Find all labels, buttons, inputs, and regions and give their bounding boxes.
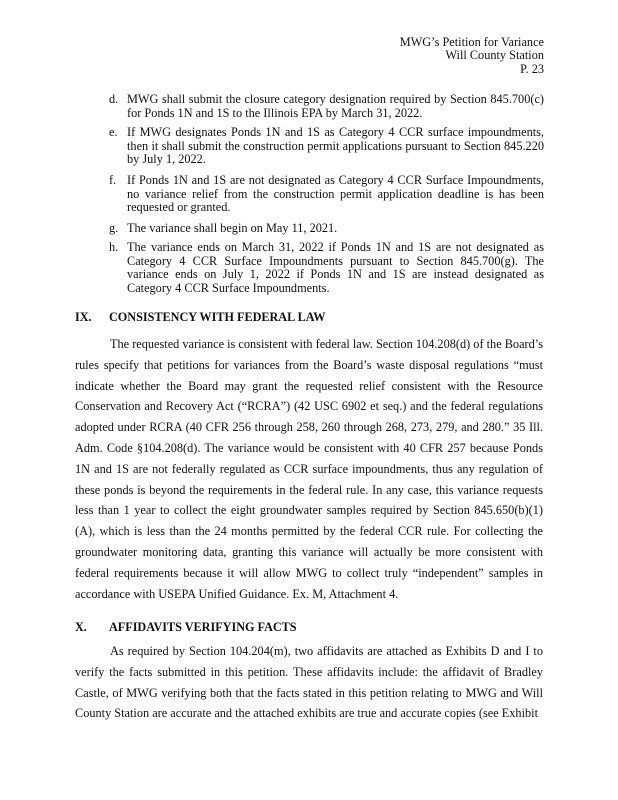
list-item-letter: d. — [109, 92, 119, 106]
list-item-text: MWG shall submit the closure category designation required by Section 845.700(c) for Ponds 1N and 1S to the Illinois EPA by March 31, 2022. — [127, 92, 544, 120]
list-item-letter: g. — [109, 221, 119, 235]
list-item-e — [109, 126, 544, 167]
list-item-text: The variance shall begin on May 11, 2021. — [127, 221, 338, 235]
list-item-h — [109, 241, 544, 295]
list-item-letter: f. — [109, 173, 117, 187]
affidavits-paragraph: As required by Section 104.204(m), two affidavits are attached as Exhibits D and I to verify the facts submitted in this petition. These affidavits include: the affidavit of Bradley Castle, of MWG verifying both that the facts stated in this petition relating to MWG and Will County Station are accurate and the attached exhibits are true and accurate copies (see Exhibit — [75, 644, 543, 721]
section-title: CONSISTENCY WITH FEDERAL LAW — [109, 310, 326, 324]
list-item-text: The variance ends on March 31, 2022 if Ponds 1N and 1S are not designated as Category 4 CCR Surface Impoundments pursuant to Section 845.700(g). The variance ends on July 1, 2022 if Ponds 1N and 1S are instead designated as Category 4 CCR Surface Impoundments. — [127, 240, 544, 295]
list-item-f — [109, 174, 544, 215]
header-page-number: P. 23 — [520, 61, 544, 76]
section-heading-affidavits — [75, 620, 297, 634]
list-item-d — [109, 93, 544, 120]
header-petition-title: MWG’s Petition for Variance — [399, 35, 544, 49]
section-heading-consistency — [75, 310, 325, 324]
page-header — [400, 36, 544, 76]
list-item-letter: h. — [109, 240, 119, 254]
section-number: X. — [75, 620, 87, 634]
list-item-text: If MWG designates Ponds 1N and 1S as Category 4 CCR surface impoundments, then it shall submit the construction permit applications pursuant to Section 845.220 by July 1, 2022. — [127, 125, 544, 167]
list-item-letter: e. — [109, 125, 118, 139]
consistency-paragraph: The requested variance is consistent with federal law. Section 104.208(d) of the Board’s rules specify that petitions for variances from the Board’s waste disposal regulations “must indicate whether the Board may grant the requested relief consistent with the Resource Conservation and Recovery Act (“RCRA”) (42 USC 6902 et seq.) and the federal regulations adopted under RCRA (40 CFR 256 through 258, 260 through 268, 273, 279, and 280.” 35 Ill. Adm. Code §104.208(d). The variance would be consistent with 40 CFR 257 because Ponds 1N and 1S are not federally regulated as CCR surface impoundments, thus any regulation of these ponds is beyond the requirements in the federal rule. In any case, this variance requests less than 1 year to collect the eight groundwater samples required by Section 845.650(b)(1)(A), which is less than the 24 months permitted by the federal CCR rule. For collecting the groundwater monitoring data, granting this variance will actually be more consistent with federal requirements because it will allow MWG to collect truly “independent” samples in accordance with USEPA Unified Guidance. Ex. M, Attachment 4. — [75, 337, 543, 601]
header-station-name: Will County Station — [445, 48, 544, 63]
section-number: IX. — [75, 310, 92, 324]
list-item-text: If Ponds 1N and 1S are not designated as Category 4 CCR Surface Impoundments, no variance relief from the construction permit application deadline is has been requested or granted. — [127, 173, 544, 215]
list-item-g — [109, 222, 544, 236]
section-title: AFFIDAVITS VERIFYING FACTS — [109, 620, 297, 634]
